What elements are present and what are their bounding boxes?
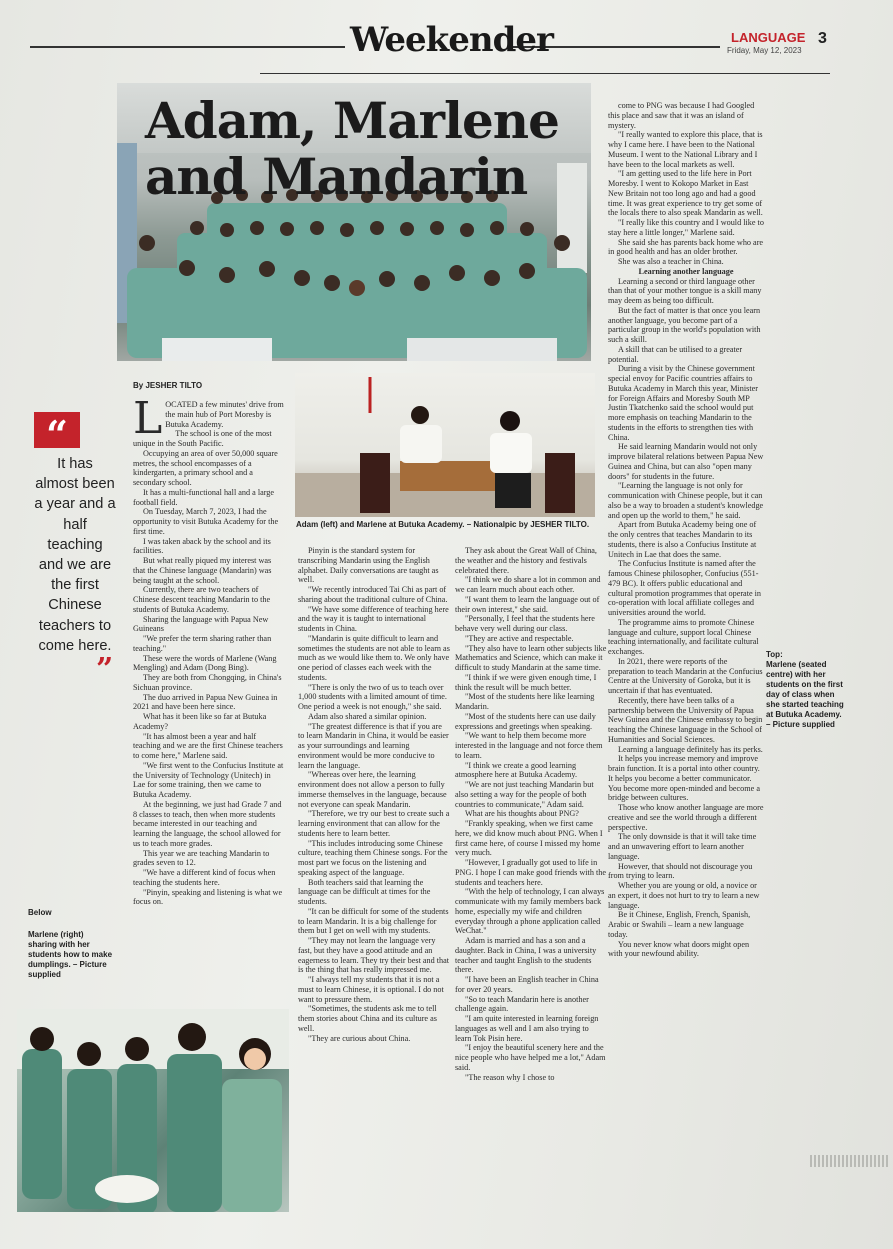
paragraph: Learning another language	[638, 266, 734, 276]
paragraph: I was taken aback by the school and its facilities.	[133, 536, 271, 556]
column-2-text	[298, 546, 450, 1043]
paragraph: Whether you are young or old, a novice or an expert, it does not hurt to try to learn a new language.	[608, 881, 760, 910]
paragraph: At the beginning, we just had Grade 7 and 8 classes to teach, then when more students became interested in our teaching and learning the language, the school allowed for us to teach more grades.	[133, 799, 282, 848]
paragraph: This year we are teaching Mandarin to grades seven to 12.	[133, 848, 270, 868]
paragraph: "We have some difference of teaching here and the way it is taught to international students in China.	[298, 604, 449, 633]
paragraph: "They may not learn the language very fast, but they have a good attitude and an eagerness to learn. They try their best and that is the thing that has really impressed me.	[298, 936, 450, 975]
paragraph: A skill that can be utilised to a greater potential.	[608, 344, 743, 364]
article-column-1	[133, 400, 285, 1005]
paragraph: Learning a second or third language other than that of your mother tongue is a skill many may deem as being too difficult.	[608, 276, 762, 305]
article-column-4	[608, 101, 764, 1161]
paragraph: During a visit by the Chinese government special envoy for Pacific countries affairs to Butuka Academy in March this year, Minister for Foreign Affairs and Moresby South MP Justin Tkatchenko said the school would put more emphasis on teaching Mandarin to the students in the efforts to strengthen ties with China.	[608, 364, 758, 442]
masthead-rule-top	[30, 46, 345, 48]
teachers-photo	[295, 373, 595, 517]
byline: By JESHER TILTO	[133, 381, 203, 390]
paragraph: They ask about the Great Wall of China, the weather and the history and festivals celebrated there.	[455, 546, 597, 575]
paragraph: "Sometimes, the students ask me to tell them stories about China and its culture as well.	[298, 1004, 437, 1033]
desk-front-left	[162, 338, 272, 361]
paragraph: OCATED a few minutes' drive from the main hub of Port Moresby is Butuka Academy.	[165, 400, 284, 429]
article-headline	[145, 93, 559, 205]
top-caption-label: Top:	[766, 650, 783, 659]
section-label: LANGUAGE	[731, 30, 806, 45]
paragraph: Both teachers said that learning the language can be difficult at times for the students.	[298, 877, 431, 906]
paragraph: The duo arrived in Papua New Guinea in 2021 and have been here since.	[133, 692, 278, 712]
pullquote	[34, 412, 116, 656]
paragraph: "I think if we were given enough time, I think the result will be much better.	[455, 672, 597, 692]
paragraph: Occupying an area of over 50,000 square metres, the school encompasses of a kindergarten, a primary school and a secondary school.	[133, 448, 278, 487]
edge-print-mark	[810, 1155, 890, 1167]
paragraph: Recently, there have been talks of a partnership between the University of Papua New Guinea and the Chinese embassy to begin teaching the Chinese language in the School of Humanities and Social Sciences.	[608, 695, 763, 744]
headline-line-1: Adam, Marlene	[145, 91, 559, 150]
paragraph: "Learning the language is not only for communication with Chinese people, but it can also be a way to broaden a student's knowledge and open up the world to them," he said.	[608, 481, 764, 520]
paragraph: "We have a different kind of focus when teaching the students here.	[133, 868, 276, 887]
paragraph: "We recently introduced Tai Chi as part of sharing about the traditional culture of China.	[298, 585, 448, 604]
dumplings-photo	[17, 1009, 289, 1212]
paragraph: Those who know another language are more creative and see the world through a different perspective.	[608, 803, 764, 832]
masthead-rule-bottom	[260, 73, 830, 74]
paragraph: "I have been an English teacher in China for over 20 years.	[455, 975, 599, 994]
issue-date: Friday, May 12, 2023	[727, 46, 802, 55]
paragraph: "However, I gradually got used to life in PNG. I hope I can make good friends with the students and teachers here.	[455, 858, 606, 887]
paragraph: "I enjoy the beautiful scenery here and the nice people who have helped me a lot," Adam said.	[455, 1043, 606, 1072]
dumplings-photo-scene	[17, 1009, 289, 1212]
page-number: 3	[818, 30, 827, 47]
paragraph: "They are curious about China.	[308, 1033, 411, 1043]
paragraph: What has it been like so far at Butuka Academy?	[133, 712, 267, 731]
paragraph: "We are not just teaching Mandarin but also setting a way for the people of both countries to communicate," Adam said.	[455, 780, 594, 809]
paragraph: "Whereas over here, the learning environment does not allow a person to fully immerse themselves in the language, because not everyone can speak Mandarin.	[298, 770, 447, 809]
paragraph: "We prefer the term sharing rather than teaching."	[133, 634, 272, 653]
article-column-3	[455, 546, 607, 1196]
paragraph: "I am quite interested in learning foreign languages as well and I am also trying to learn Tok Pisin here.	[455, 1014, 599, 1043]
paragraph: The school is one of the most unique in the South Pacific.	[133, 429, 272, 448]
paragraph: "With the help of technology, I can always communicate with my family members back home, especially my wife and children everyday through a phone application called WeChat."	[455, 887, 605, 936]
paragraph: He said learning Mandarin would not only improve bilateral relations between Papua New Guinea and China, but can also "open many doors" for students in the future.	[608, 442, 764, 481]
column-4-text	[608, 101, 764, 959]
paragraph: "The greatest difference is that if you are to learn Mandarin in China, it would be easier as your surroundings and learning environment would be more conducive to learn the language.	[298, 721, 449, 770]
article-column-2	[298, 546, 450, 1196]
paragraph: "We first went to the Confucius Institute at the University of Technology (Unitech) in Lae for some training, then we came to Butuka Academy.	[133, 760, 284, 799]
paragraph: Apart from Butuka Academy being one of the only centres that teaches Mandarin to its students, there is also a Confucius Institute at Unitech in Lae that does the same.	[608, 520, 757, 559]
paragraph: "I really like this country and I would like to stay here a little longer," Marlene said.	[608, 218, 764, 237]
paragraph: Adam also shared a similar opinion.	[308, 711, 427, 721]
paragraph: "I think we create a good learning atmosphere here at Butuka Academy.	[455, 760, 578, 780]
headline-line-2: and Mandarin	[145, 147, 528, 206]
paragraph: In 2021, there were reports of the preparation to teach Mandarin at the Confucius Centre at the University of Goroka, but it is uncertain if that has eventuated.	[608, 656, 763, 695]
paragraph: "They also have to learn other subjects like Mathematics and Science, which can make it difficult to study Mandarin at the same time.	[455, 643, 607, 672]
paragraph: "I think we do share a lot in common and we can learn much about each other.	[455, 575, 601, 594]
paragraph: Be it Chinese, English, French, Spanish, Arabic or Swahili – learn a new language today.	[608, 910, 751, 939]
paragraph: Learning a language definitely has its perks.	[618, 744, 763, 754]
top-caption-text: Marlene (seated centre) with her students on the first day of class when she started teaching at Butuka Academy. – Picture supplied	[766, 660, 844, 729]
group-photo	[117, 83, 591, 361]
dropcap: L	[133, 400, 163, 444]
open-quote-icon: “	[34, 412, 80, 448]
close-quote-icon: ”	[96, 652, 114, 687]
paragraph: What are his thoughts about PNG?	[465, 809, 579, 819]
paragraph: It has a multi-functional hall and a large football field.	[133, 487, 275, 507]
paragraph: Sharing the language with Papua New Guineans	[133, 614, 269, 634]
paragraph: "It can be difficult for some of the students to learn Mandarin. It is a big challenge for them but I get on well with my students.	[298, 906, 449, 936]
paragraph: "I really wanted to explore this place, that is why I came here. I have been to the National Museum. I went to the National Library and I have been to the local markets as well.	[608, 130, 763, 169]
paragraph: But what really piqued my interest was that the Chinese language (Mandarin) was being taught at the school.	[133, 556, 272, 585]
column-1-text	[133, 400, 285, 907]
masthead-title: Weekender	[350, 20, 553, 60]
paragraph: But the fact of matter is that once you learn another language, you become part of a particular group in the world's population with such a skill.	[608, 305, 761, 344]
paragraph: You never know what doors might open with your newfound ability.	[608, 939, 750, 959]
below-caption-text: Marlene (right) sharing with her students how to make dumplings. – Picture supplied	[28, 930, 113, 979]
top-photo-caption	[766, 650, 846, 730]
paragraph: "Most of the students here like learning Mandarin.	[455, 692, 595, 711]
paragraph: On Tuesday, March 7, 2023, I had the opportunity to visit Butuka Academy for the first time.	[133, 507, 279, 536]
paragraph: "Most of the students here can use daily expressions and greetings when speaking.	[455, 711, 596, 731]
paragraph: Currently, there are two teachers of Chinese descent teaching Mandarin to the students of Butuka Academy.	[133, 585, 271, 614]
paragraph: "Mandarin is quite difficult to learn and sometimes the students are not able to learn as much as we would like them to. We only have one period of classes each week with the students.	[298, 633, 450, 682]
paragraph: The programme aims to promote Chinese language and culture, support local Chinese teaching internationally, and facilitate cultural exchanges.	[608, 617, 759, 656]
paragraph: "It has almost been a year and half teaching and we are the first Chinese teachers to come here," Marlene said.	[133, 731, 283, 760]
paragraph: "Pinyin, speaking and listening is what we focus on.	[133, 887, 283, 907]
below-caption-label: Below	[28, 908, 52, 917]
paragraph: "We want to help them become more interested in the language and not force them to learn.	[455, 731, 603, 760]
paragraph: "There is only the two of us to teach over 1,000 students with a limited amount of time. One period a week is not enough," she said.	[298, 682, 447, 711]
paragraph: come to PNG was because I had Googled this place and saw that it was an island of mystery.	[608, 101, 755, 130]
teachers-photo-scene	[295, 373, 595, 517]
desk-front-right	[407, 338, 557, 361]
paragraph: They are both from Chongqing, in China's Sichuan province.	[133, 673, 282, 692]
paragraph: Pinyin is the standard system for transcribing Mandarin using the English alphabet. Daily conversations are taught as well.	[298, 546, 439, 585]
paragraph: "The reason why I chose to	[465, 1072, 555, 1082]
paragraph: It helps you increase memory and improve brain function. It is a portal into other country. It helps you become a better communicator. You become more open-minded and become a bridge between cultures.	[608, 754, 760, 803]
paragraph: "So to teach Mandarin here is another challenge again.	[455, 994, 589, 1014]
paragraph: "I am getting used to the life here in Port Moresby. I went to Kokopo Market in East New Britain not too long ago and had a good time. It was great experience to try get some of the locals there to also speak Mandarin as well.	[608, 169, 763, 218]
paragraph: She was also a teacher in China.	[618, 257, 724, 266]
paragraph: "I always tell my students that it is not a must to learn Chinese, it is optional. I do not want to pressure them.	[298, 975, 444, 1004]
paragraph: "This includes introducing some Chinese culture, teaching them Chinese songs. For the most part we focus on the listening and speaking aspect of the language.	[298, 838, 448, 877]
paragraph: These were the words of Marlene (Wang Mengling) and Adam (Dong Bing).	[133, 653, 277, 673]
paragraph: She said she has parents back home who are in good health and has an older brother.	[608, 237, 764, 257]
column-3-text	[455, 546, 607, 1082]
paragraph: "Frankly speaking, when we first came here, we did know much about PNG. When I first came here, of course I missed my home very much.	[455, 819, 603, 858]
paragraph: The only downside is that it will take time and an unwavering effort to learn another language.	[608, 832, 757, 861]
paragraph: "Therefore, we try our best to create such a learning environment that can allow for the students here to learn better.	[298, 809, 450, 838]
paragraph: The Confucius Institute is named after the famous Chinese philosopher, Confucius (551-479 BC). It offers public educational and cultural promotion programmes that operate in co-operation with local affiliate colleges and universities around the world.	[608, 559, 762, 617]
paragraph: "They are active and respectable.	[465, 633, 574, 643]
mid-photo-caption: Adam (left) and Marlene at Butuka Academy. – Nationalpic by JESHER TILTO.	[296, 520, 590, 529]
paragraph: Adam is married and has a son and a daughter. Back in China, I was a university teacher and taught English to the students there.	[455, 936, 597, 975]
below-photo-caption	[28, 908, 112, 980]
paragraph: However, that should not discourage you from trying to learn.	[608, 861, 753, 881]
paragraph: "Personally, I feel that the students here behave very well during our class.	[455, 614, 595, 633]
door-right	[557, 163, 587, 273]
paragraph: "I want them to learn the language out of their own interest," she said.	[455, 594, 600, 614]
pullquote-text: It has almost been a year and a half teaching and we are the first Chinese teachers to come here.	[34, 456, 116, 654]
